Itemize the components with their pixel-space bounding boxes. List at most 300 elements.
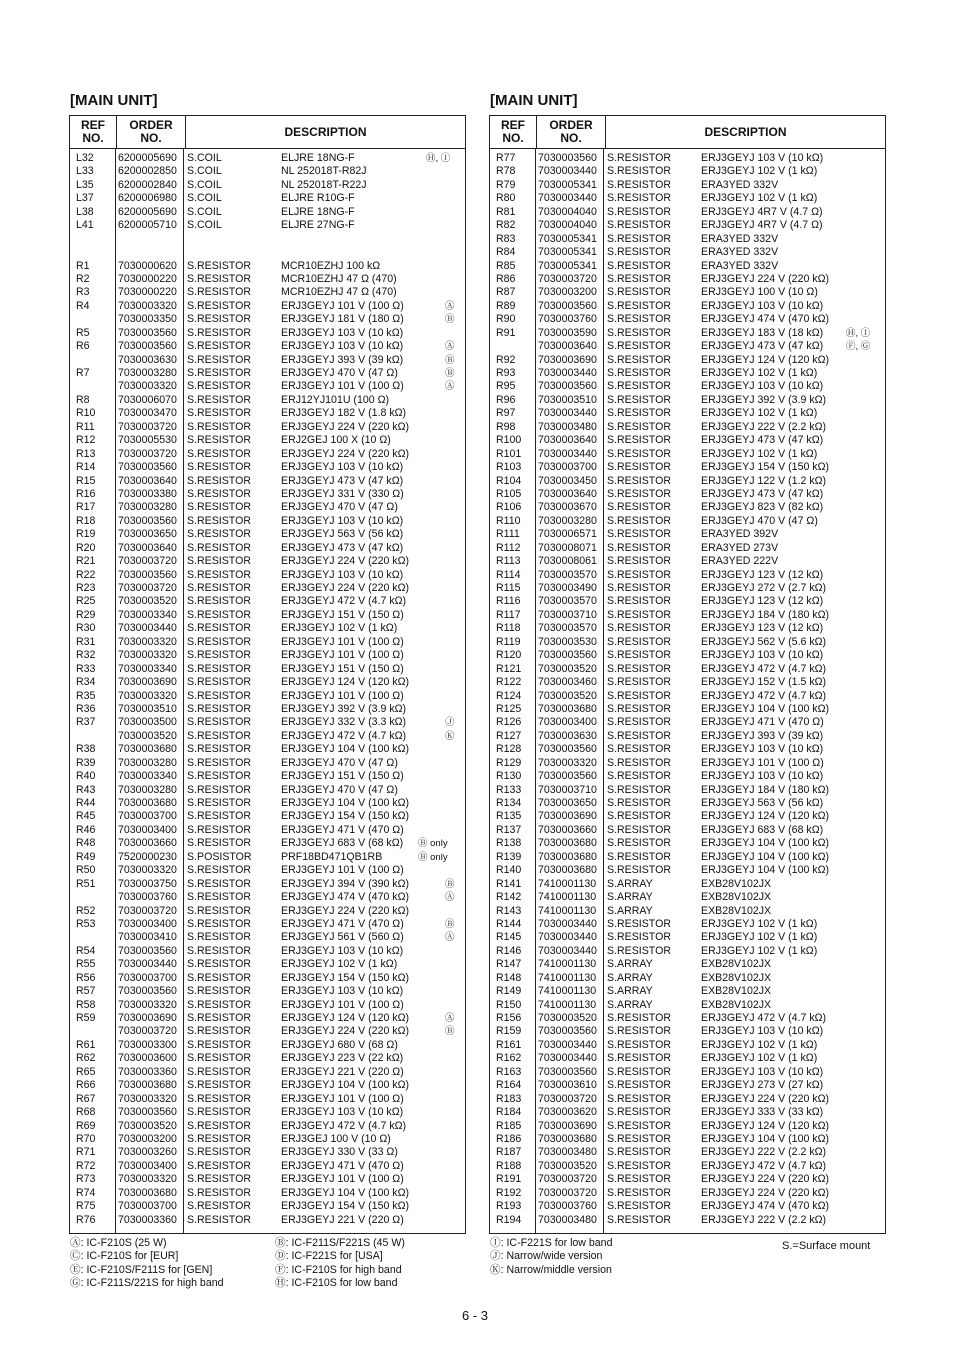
order-no: 6200002840 <box>118 178 177 191</box>
ref-no <box>490 340 536 353</box>
part-value-cell <box>281 663 465 676</box>
part-value: ERJ3GEYJ 102 V (1 kΩ) <box>701 447 818 460</box>
part-value: ERA3YED 273V <box>701 541 779 554</box>
ref-no: R118 <box>496 622 521 635</box>
part-value-cell <box>701 609 885 622</box>
part-value: ERJ3GEYJ 273 V (27 kΩ) <box>701 1079 824 1092</box>
ref-no: R124 <box>496 689 522 702</box>
part-value: ERJ3GEYJ 394 V (390 kΩ) <box>281 877 410 890</box>
part-value-cell <box>701 636 885 649</box>
order-no: 7030003720 <box>538 272 597 285</box>
order-no: 7030003320 <box>118 649 177 662</box>
part-value: ERJ3GEYJ 470 V (47 Ω) <box>701 514 818 527</box>
order-no: 7030003630 <box>538 729 597 742</box>
legend-right <box>490 1237 612 1277</box>
order-no: 7030003680 <box>118 1186 177 1199</box>
part-type: S.RESISTOR <box>187 877 251 890</box>
right-parts-table <box>489 115 886 1234</box>
order-no: 7030003560 <box>538 380 597 393</box>
table-row <box>70 421 465 434</box>
part-value-cell <box>701 1146 885 1159</box>
part-value-cell <box>701 380 885 393</box>
table-row <box>490 609 885 622</box>
part-type: S.RESISTOR <box>187 931 251 944</box>
part-value: ELJRE 18NG-F <box>281 152 355 164</box>
part-value: ERJ3GEYJ 102 V (1 kΩ) <box>701 931 818 944</box>
part-value-cell <box>701 407 885 420</box>
table-row <box>490 663 885 676</box>
part-type: S.RESISTOR <box>607 1159 671 1172</box>
part-type: S.RESISTOR <box>187 407 251 420</box>
part-value-cell <box>281 515 465 528</box>
order-no: 7030003700 <box>118 810 177 823</box>
part-value-cell <box>281 878 465 891</box>
part-value: ERJ3GEYJ 102 V (1 kΩ) <box>701 917 818 930</box>
part-type: S.RESISTOR <box>187 582 251 594</box>
part-value: ERJ3GEYJ 103 V (10 kΩ) <box>701 299 824 312</box>
part-type: S.RESISTOR <box>187 837 251 850</box>
part-type: S.RESISTOR <box>607 299 671 312</box>
part-value: EXB28V102JX <box>701 971 772 984</box>
ref-no: R82 <box>496 219 516 232</box>
order-no: 6200006980 <box>118 192 177 205</box>
table-row <box>70 407 465 420</box>
order-no: 7030005341 <box>538 259 597 272</box>
ref-no: R95 <box>496 380 516 393</box>
part-type: S.RESISTOR <box>187 944 251 957</box>
part-value: ERJ3GEYJ 100 V (10 Ω) <box>701 286 818 299</box>
version-mark: Ⓐ <box>445 381 455 393</box>
part-value: ERJ3GEYJ 101 V (100 Ω) <box>281 299 404 312</box>
ref-no: R75 <box>76 1200 96 1213</box>
table-row <box>70 582 465 595</box>
table-row <box>490 730 885 743</box>
ref-no: R7 <box>76 367 90 379</box>
ref-no: R29 <box>76 608 96 621</box>
part-value-cell <box>281 260 465 273</box>
part-value-cell <box>701 891 885 904</box>
part-value: ERJ3GEYJ 473 V (47 kΩ) <box>701 340 824 353</box>
ref-no: R67 <box>76 1092 96 1105</box>
order-no: 7030003520 <box>118 1119 177 1132</box>
part-value-cell <box>701 233 885 246</box>
table-row <box>490 1173 885 1186</box>
header-order-label: ORDER NO. <box>129 118 173 145</box>
table-row <box>70 219 465 232</box>
table-row <box>490 757 885 770</box>
order-no: 7030003560 <box>538 299 597 312</box>
part-type: S.RESISTOR <box>607 219 671 232</box>
part-value: ERJ3GEYJ 151 V (150 Ω) <box>281 608 404 621</box>
ref-no: R186 <box>496 1132 522 1145</box>
part-value-cell <box>281 730 465 743</box>
part-value: ERJ3GEYJ 472 V (4.7 kΩ) <box>701 1159 827 1172</box>
ref-no: R138 <box>496 837 522 850</box>
part-value-cell <box>701 461 885 474</box>
part-value: ERJ3GEYJ 184 V (180 kΩ) <box>701 608 830 621</box>
part-value-cell <box>701 1093 885 1106</box>
version-mark: Ⓕ, Ⓖ <box>846 341 871 353</box>
part-value-cell <box>281 784 465 797</box>
part-type: S.RESISTOR <box>187 272 251 285</box>
table-row <box>70 1160 465 1173</box>
part-value: ERJ3GEYJ 103 V (10 kΩ) <box>701 1065 824 1078</box>
order-no: 7030003490 <box>538 582 597 594</box>
part-value: ERJ3GEYJ 474 V (470 kΩ) <box>281 891 410 904</box>
part-value-cell <box>281 1012 465 1025</box>
version-mark: Ⓐ <box>445 1013 455 1024</box>
part-type: S.RESISTOR <box>607 259 671 272</box>
part-value: EXB28V102JX <box>701 958 772 971</box>
order-no: 6200005690 <box>118 205 177 218</box>
part-value: ERJ3GEYJ 224 V (220 kΩ) <box>701 1186 830 1199</box>
table-row <box>70 380 465 393</box>
order-no: 7410001130 <box>538 904 597 917</box>
part-type: S.RESISTOR <box>607 1119 671 1132</box>
part-value: ERJ3GEYJ 224 V (220 kΩ) <box>701 272 830 285</box>
table-row <box>490 864 885 877</box>
table-row <box>490 918 885 931</box>
version-mark: Ⓑ only <box>418 838 448 850</box>
order-no: 7030003680 <box>538 850 597 863</box>
part-value-cell <box>701 260 885 273</box>
table-row <box>490 380 885 393</box>
header-description <box>186 116 465 148</box>
part-value: ERJ3GEYJ 154 V (150 kΩ) <box>701 461 830 474</box>
ref-no: R115 <box>496 582 521 594</box>
part-value-cell <box>701 1039 885 1052</box>
part-value: EXB28V102JX <box>701 877 772 890</box>
part-value: ERJ3GEYJ 101 V (100 Ω) <box>281 1092 404 1105</box>
part-value-cell <box>701 1052 885 1065</box>
order-no: 7030003680 <box>538 702 597 715</box>
part-value: ERJ3GEYJ 124 V (120 kΩ) <box>281 676 410 689</box>
table-row <box>70 851 465 864</box>
header-description-label: DESCRIPTION <box>704 125 787 139</box>
table-row <box>490 690 885 703</box>
part-value: ERJ3GEYJ 104 V (100 kΩ) <box>701 1132 830 1145</box>
table-row <box>490 340 885 353</box>
ref-no: R135 <box>496 810 522 823</box>
order-no: 7030003480 <box>538 420 597 433</box>
order-no: 7030003440 <box>538 367 597 379</box>
part-type: S.RESISTOR <box>607 474 671 487</box>
table-row <box>70 461 465 474</box>
ref-no: R117 <box>496 608 521 621</box>
ref-no: R55 <box>76 958 96 971</box>
part-value-cell <box>281 1106 465 1119</box>
part-type: S.RESISTOR <box>607 582 671 594</box>
part-value: ERJ3GEYJ 333 V (33 kΩ) <box>701 1106 824 1119</box>
table-row <box>490 878 885 891</box>
part-type: S.RESISTOR <box>607 434 671 447</box>
part-type: S.RESISTOR <box>187 756 251 769</box>
order-no: 7030003520 <box>118 729 177 742</box>
part-type: S.RESISTOR <box>187 676 251 689</box>
part-value-cell <box>281 649 465 662</box>
order-no: 7410001130 <box>538 985 597 998</box>
table-row <box>490 1093 885 1106</box>
part-value-cell <box>701 676 885 689</box>
part-value-cell <box>281 757 465 770</box>
part-value: ERJ3GEYJ 224 V (220 kΩ) <box>281 904 410 917</box>
ref-no: R21 <box>76 555 96 568</box>
part-type: S.RESISTOR <box>607 917 671 930</box>
table-row <box>70 354 465 367</box>
ref-no: R162 <box>496 1052 522 1065</box>
part-type: S.RESISTOR <box>607 353 671 366</box>
part-value-cell <box>281 165 465 178</box>
ref-no: R100 <box>496 434 522 447</box>
part-value-cell <box>281 1187 465 1200</box>
part-value: ERJ3GEYJ 471 V (470 Ω) <box>281 823 404 836</box>
part-value-cell <box>281 905 465 918</box>
table-row <box>490 810 885 823</box>
part-value-cell <box>281 1025 465 1038</box>
order-no: 7030003440 <box>118 622 177 635</box>
ref-no <box>70 730 116 743</box>
table-row <box>490 972 885 985</box>
ref-no: R149 <box>496 985 522 998</box>
ref-no: R143 <box>496 904 522 917</box>
ref-no: R193 <box>496 1200 522 1213</box>
table-row <box>490 743 885 756</box>
part-value: ERJ3GEYJ 123 V (12 kΩ) <box>701 622 824 635</box>
order-no: 7030003640 <box>118 474 177 487</box>
part-type: S.RESISTOR <box>607 1213 671 1226</box>
version-mark: Ⓚ <box>445 730 455 742</box>
part-value-cell <box>701 367 885 380</box>
table-row <box>70 340 465 353</box>
part-type: S.RESISTOR <box>607 165 671 178</box>
part-value-cell <box>281 354 465 367</box>
order-no: 7030003710 <box>538 783 597 796</box>
part-value-cell <box>281 945 465 958</box>
ref-no: R5 <box>76 326 90 339</box>
order-no: 7030003690 <box>538 810 597 823</box>
order-no: 7030003440 <box>538 917 597 930</box>
ref-no: R96 <box>496 393 516 406</box>
part-value-cell <box>281 206 465 219</box>
order-no: 7030003520 <box>538 1012 597 1024</box>
ref-no <box>70 891 116 904</box>
ref-no: R68 <box>76 1106 96 1119</box>
part-type: S.RESISTOR <box>607 850 671 863</box>
table-row <box>70 327 465 340</box>
order-no: 7030003510 <box>118 702 177 715</box>
ref-no: R98 <box>496 420 516 433</box>
part-value-cell <box>701 1214 885 1227</box>
part-type: S.RESISTOR <box>607 770 671 783</box>
order-no: 7030003340 <box>118 770 177 783</box>
table-row <box>490 1200 885 1213</box>
order-no: 7030003640 <box>538 434 597 447</box>
part-value: ERJ3GEYJ 103 V (10 kΩ) <box>701 380 824 393</box>
ref-no: R161 <box>496 1038 522 1051</box>
part-value-cell <box>701 475 885 488</box>
part-type: S.RESISTOR <box>187 622 251 635</box>
part-value: ERJ3GEYJ 103 V (10 kΩ) <box>281 944 404 957</box>
order-no: 7030005341 <box>538 246 597 259</box>
version-mark: Ⓐ <box>445 341 455 353</box>
part-type: S.COIL <box>187 152 222 164</box>
ref-no: R59 <box>76 1012 96 1024</box>
part-value-cell <box>701 165 885 178</box>
table-row <box>70 1106 465 1119</box>
part-value: ERJ3GEYJ 473 V (47 kΩ) <box>701 487 824 500</box>
legend-item: Ⓑ: IC-F211S/F221S (45 W) <box>275 1237 405 1249</box>
part-value-cell <box>701 918 885 931</box>
header-order-no <box>117 116 186 148</box>
order-no: 7030003360 <box>118 1065 177 1078</box>
order-no: 7030003720 <box>118 904 177 917</box>
table-row <box>490 501 885 514</box>
ref-no: R90 <box>496 313 516 326</box>
part-type: S.RESISTOR <box>187 635 251 648</box>
part-value: ERJ3GEYJ 471 V (470 Ω) <box>701 716 824 729</box>
table-row <box>70 1214 465 1227</box>
part-type: S.RESISTOR <box>187 380 251 393</box>
part-value: ERJ3GEYJ 561 V (560 Ω) <box>281 931 404 944</box>
ref-no: R192 <box>496 1186 522 1199</box>
ref-no: R31 <box>76 635 96 648</box>
part-type: S.RESISTOR <box>187 555 251 568</box>
order-no: 7030003590 <box>538 326 597 339</box>
ref-no: R66 <box>76 1079 96 1092</box>
part-value: ERJ3GEYJ 181 V (180 Ω) <box>281 313 404 326</box>
part-value: ERJ3GEYJ 102 V (1 kΩ) <box>701 1038 818 1051</box>
part-type: S.RESISTOR <box>607 487 671 500</box>
part-value-cell <box>701 179 885 192</box>
order-no: 7030003640 <box>538 340 597 353</box>
part-value: ERJ2GEJ 100 X (10 Ω) <box>281 434 391 447</box>
order-no: 7030003650 <box>118 528 177 541</box>
part-value-cell <box>701 1079 885 1092</box>
part-value-cell <box>701 972 885 985</box>
table-row <box>490 1052 885 1065</box>
part-value-cell <box>281 475 465 488</box>
part-value: ERJ3GEYJ 472 V (4.7 kΩ) <box>281 1119 407 1132</box>
part-value-cell <box>281 1146 465 1159</box>
order-no: 7030003440 <box>538 931 597 944</box>
table-row <box>490 905 885 918</box>
part-value-cell <box>701 743 885 756</box>
part-type: S.RESISTOR <box>607 232 671 245</box>
part-type: S.RESISTOR <box>187 823 251 836</box>
order-no: 7030003320 <box>118 380 177 393</box>
part-value: ERA3YED 392V <box>701 528 779 541</box>
part-type: S.RESISTOR <box>187 313 251 326</box>
part-type: S.RESISTOR <box>607 568 671 581</box>
part-type: S.ARRAY <box>607 998 653 1011</box>
part-value-cell <box>281 891 465 904</box>
order-no: 7030003560 <box>118 1106 177 1119</box>
ref-no: R93 <box>496 367 516 379</box>
table-row <box>70 690 465 703</box>
table-row <box>490 985 885 998</box>
part-value-cell <box>701 757 885 770</box>
table-row <box>70 233 465 246</box>
part-type: S.RESISTOR <box>187 729 251 742</box>
part-value: ERJ3GEYJ 470 V (47 Ω) <box>281 367 398 379</box>
table-row <box>490 1187 885 1200</box>
part-value: ERJ3GEYJ 224 V (220 kΩ) <box>281 447 410 460</box>
part-value: ERJ3GEYJ 184 V (180 kΩ) <box>701 783 830 796</box>
ref-no: R97 <box>496 407 516 420</box>
order-no: 7030003320 <box>118 689 177 702</box>
part-type: S.RESISTOR <box>187 1065 251 1078</box>
table-row <box>70 1039 465 1052</box>
order-no: 7410001130 <box>538 998 597 1011</box>
part-type: S.RESISTOR <box>607 420 671 433</box>
part-value-cell <box>701 649 885 662</box>
part-value: ERJ3GEYJ 122 V (1.2 kΩ) <box>701 474 827 487</box>
header-description <box>606 116 885 148</box>
part-type: S.RESISTOR <box>187 514 251 527</box>
order-no: 7030003440 <box>118 958 177 971</box>
part-value: ERJ3GEYJ 471 V (470 Ω) <box>281 917 404 930</box>
legend-item: Ⓒ: IC-F210S for [EUR] <box>70 1250 179 1263</box>
table-row <box>70 555 465 568</box>
table-row <box>490 528 885 541</box>
part-type: S.RESISTOR <box>187 702 251 715</box>
ref-no: R51 <box>76 877 96 890</box>
part-value-cell <box>701 837 885 850</box>
part-type: S.RESISTOR <box>607 1173 671 1186</box>
ref-no: R87 <box>496 286 516 299</box>
table-header <box>70 116 465 149</box>
part-value-cell <box>281 461 465 474</box>
table-row <box>70 1200 465 1213</box>
part-value: ERJ3GEYJ 124 V (120 kΩ) <box>701 353 830 366</box>
order-no: 7030003560 <box>118 340 177 353</box>
table-row <box>490 354 885 367</box>
part-value-cell <box>281 1120 465 1133</box>
table-row <box>490 327 885 340</box>
part-type: S.RESISTOR <box>187 971 251 984</box>
ref-no: R81 <box>496 205 516 218</box>
part-value-cell <box>701 797 885 810</box>
order-no: 7030003380 <box>118 487 177 500</box>
table-row <box>70 824 465 837</box>
ref-no: R103 <box>496 461 522 474</box>
part-value-cell <box>701 770 885 783</box>
legend-item: Ⓐ: IC-F210S (25 W) <box>70 1237 167 1249</box>
order-no: 7030005341 <box>538 232 597 245</box>
order-no: 7030003560 <box>118 985 177 998</box>
part-value-cell <box>701 286 885 299</box>
part-type: S.RESISTOR <box>187 891 251 904</box>
part-value: ERJ3GEYJ 154 V (150 kΩ) <box>281 810 410 823</box>
part-value-cell <box>281 286 465 299</box>
part-value-cell <box>281 743 465 756</box>
table-row <box>490 784 885 797</box>
ref-no: R13 <box>76 447 96 460</box>
order-no: 7030003660 <box>118 837 177 850</box>
ref-no: R92 <box>496 353 516 366</box>
part-type: S.RESISTOR <box>607 689 671 702</box>
part-value: ERJ3GEYJ 472 V (4.7 kΩ) <box>701 689 827 702</box>
table-row <box>490 797 885 810</box>
part-type: S.RESISTOR <box>187 1052 251 1065</box>
table-row <box>490 824 885 837</box>
part-value: ERJ3GEYJ 103 V (10 kΩ) <box>281 985 404 998</box>
part-value: ERJ3GEYJ 183 V (18 kΩ) <box>701 326 824 339</box>
table-row <box>490 1146 885 1159</box>
ref-no: R52 <box>76 904 96 917</box>
part-type: S.RESISTOR <box>187 1106 251 1119</box>
part-value-cell <box>281 958 465 971</box>
